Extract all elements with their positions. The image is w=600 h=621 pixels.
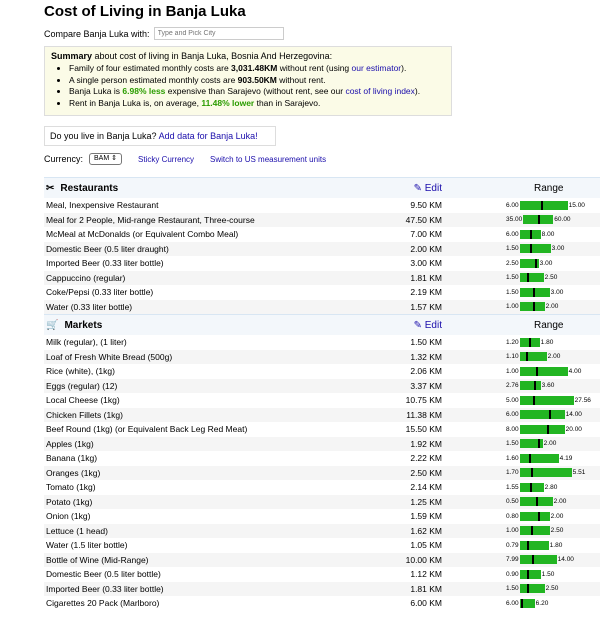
item-range (448, 256, 600, 271)
compare-label: Compare Banja Luka with: (44, 28, 150, 39)
table-row (44, 538, 600, 553)
table-row (44, 567, 600, 582)
item-range (448, 509, 600, 524)
summary-item (69, 86, 445, 98)
range-bar (520, 570, 541, 579)
table-row (44, 213, 600, 228)
item-name: Imported Beer (0.33 liter bottle) (46, 258, 164, 269)
item-range (448, 437, 600, 452)
table-row (44, 256, 600, 271)
range-high: 2.00 (543, 440, 557, 448)
range-low: 1.50 (506, 245, 519, 253)
item-range (448, 198, 600, 213)
range-marker (538, 215, 540, 224)
item-price: 10.75 KM (405, 395, 442, 406)
item-range (448, 335, 600, 350)
range-high: 27.56 (574, 396, 591, 404)
range-marker (549, 410, 551, 419)
range-marker (527, 584, 529, 593)
section-name: Restaurants (60, 182, 119, 194)
table-row (44, 393, 600, 408)
item-price: 9.50 KM (410, 200, 442, 211)
summary-item (69, 63, 445, 75)
range-bar (520, 352, 547, 361)
range-marker (536, 497, 538, 506)
item-price: 3.37 KM (366, 379, 448, 394)
item-range (448, 364, 600, 379)
summary-label: Summary (51, 51, 93, 61)
range-bar (520, 439, 543, 448)
switch-units-link[interactable]: Switch to US measurement units (210, 154, 327, 164)
range-marker (521, 599, 523, 608)
range-low: 1.50 (506, 440, 519, 448)
range-low: 1.00 (506, 367, 519, 375)
item-name: Loaf of Fresh White Bread (500g) (44, 350, 366, 365)
range-marker (533, 396, 535, 405)
summary-value: 3,031.48KM (231, 63, 278, 73)
item-range (448, 524, 600, 539)
summary-list (51, 63, 445, 109)
range-bar (520, 599, 535, 608)
range-bar (520, 288, 550, 297)
range-high: 2.50 (550, 527, 564, 535)
table-row (44, 379, 600, 394)
summary-text: without rent. (276, 74, 326, 85)
item-name: Lettuce (1 head) (44, 524, 366, 539)
item-price: 7.00 KM (410, 229, 442, 240)
range-high: 4.19 (559, 454, 573, 462)
section-title (44, 315, 366, 336)
range-marker (535, 259, 537, 268)
range-high: 2.00 (550, 512, 564, 520)
item-range (448, 408, 600, 423)
range-bar (520, 526, 550, 535)
summary-item (69, 98, 445, 110)
table-row (44, 466, 600, 481)
range-bar (520, 425, 565, 434)
summary-value: 6.98% less (122, 86, 166, 96)
chevron-updown-icon: ⇕ (111, 155, 118, 162)
item-name: Apples (1kg) (44, 437, 366, 452)
item-range (448, 422, 600, 437)
range-high: 5.51 (572, 469, 586, 477)
summary-text: ). (401, 63, 407, 73)
item-price: 47.50 KM (366, 213, 448, 228)
sticky-currency-link[interactable]: Sticky Currency (138, 154, 195, 164)
range-low: 6.00 (506, 599, 519, 607)
item-name: Imported Beer (0.33 liter bottle) (44, 582, 366, 597)
range-bar (520, 468, 572, 477)
item-price: 1.32 KM (366, 350, 448, 365)
pencil-icon: ✎ (413, 182, 425, 194)
item-range (448, 553, 600, 568)
range-high: 1.50 (541, 570, 555, 578)
item-price: 2.22 KM (410, 453, 442, 464)
live-box (44, 126, 276, 146)
range-marker (526, 352, 528, 361)
range-high: 1.80 (549, 541, 563, 549)
item-range (448, 213, 600, 228)
range-high: 2.80 (544, 483, 558, 491)
table-row (44, 227, 600, 242)
range-high: 6.20 (535, 599, 549, 607)
range-marker (533, 288, 535, 297)
compare-city-input[interactable] (154, 27, 284, 40)
item-price: 1.50 KM (410, 337, 442, 348)
edit-link[interactable] (366, 315, 448, 336)
range-high: 3.00 (550, 288, 564, 296)
item-price: 1.57 KM (366, 300, 448, 315)
range-low: 1.20 (506, 338, 519, 346)
edit-label: Edit (424, 182, 442, 194)
range-low: 8.00 (506, 425, 519, 433)
item-price: 1.59 KM (410, 511, 442, 522)
item-name: Coke/Pepsi (0.33 liter bottle) (46, 287, 154, 298)
range-high: 3.60 (541, 382, 555, 390)
table-row (44, 271, 600, 286)
range-low: 1.70 (506, 469, 519, 477)
page-title: Cost of Living in Banja Luka (44, 3, 246, 20)
range-marker (536, 367, 538, 376)
range-low: 1.50 (506, 274, 519, 282)
range-bar (520, 201, 568, 210)
item-name: Potato (1kg) (44, 495, 366, 510)
currency-label: Currency: (44, 154, 84, 164)
range-marker (538, 439, 540, 448)
summary-text: ). (414, 86, 421, 96)
range-low: 1.00 (506, 303, 519, 311)
range-marker (527, 273, 529, 282)
item-price: 1.92 KM (366, 437, 448, 452)
range-marker (547, 425, 549, 434)
item-range (448, 350, 600, 365)
range-low: 1.60 (506, 454, 519, 462)
item-price: 11.38 KM (366, 408, 448, 423)
range-bar (520, 381, 541, 390)
item-price: 2.00 KM (366, 242, 448, 257)
range-high: 2.00 (553, 498, 567, 506)
item-price: 1.62 KM (366, 524, 448, 539)
compare-row (44, 27, 284, 40)
item-range (448, 495, 600, 510)
range-low: 1.55 (506, 483, 519, 491)
item-name: Cigarettes 20 Pack (Marlboro) (46, 598, 160, 609)
range-low: 6.00 (506, 411, 519, 419)
cost-of-living-index-link[interactable]: cost of living index (345, 86, 415, 96)
item-name: Local Cheese (1kg) (46, 395, 120, 406)
pencil-icon: ✎ (413, 319, 425, 331)
edit-link[interactable] (366, 178, 448, 199)
summary-text: A single person estimated monthly costs are (69, 74, 238, 85)
item-range (448, 300, 600, 315)
range-bar (520, 396, 574, 405)
table-row (44, 198, 600, 213)
item-range (448, 480, 600, 495)
range-low: 0.79 (506, 541, 519, 549)
summary-item (69, 75, 445, 87)
table-row (44, 495, 600, 510)
item-name: Water (1.5 liter bottle) (46, 540, 128, 551)
item-range (448, 538, 600, 553)
item-range (448, 227, 600, 242)
range-marker (533, 302, 535, 311)
range-high: 2.00 (545, 303, 559, 311)
summary-text: Rent in Banja Luka is, on average, (69, 97, 202, 108)
item-name: McMeal at McDonalds (or Equivalent Combo Meal) (46, 229, 239, 240)
item-price: 1.05 KM (410, 540, 442, 551)
section-header-restaurants (44, 178, 600, 199)
range-low: 7.99 (506, 556, 519, 564)
range-high: 3.00 (539, 259, 553, 267)
range-marker (538, 512, 540, 521)
range-bar (520, 454, 559, 463)
item-range (448, 393, 600, 408)
item-range (448, 379, 600, 394)
range-low: 35.00 (506, 216, 523, 224)
item-name: Meal for 2 People, Mid-range Restaurant, Three-course (44, 213, 366, 228)
currency-value: BAM (94, 155, 110, 162)
range-low: 0.90 (506, 570, 519, 578)
range-bar (520, 244, 551, 253)
range-bar (520, 483, 544, 492)
summary-text: than in Sarajevo. (254, 97, 321, 108)
item-price: 2.50 KM (366, 466, 448, 481)
table-row (44, 242, 600, 257)
range-high: 20.00 (565, 425, 582, 433)
item-price: 2.19 KM (410, 287, 442, 298)
table-row (44, 582, 600, 597)
item-price: 15.50 KM (405, 424, 442, 435)
item-price: 10.00 KM (366, 553, 448, 568)
range-low: 1.00 (506, 527, 519, 535)
fork-knife-icon: ✂ (46, 182, 55, 194)
range-high: 2.00 (547, 353, 561, 361)
item-price: 1.81 KM (366, 271, 448, 286)
currency-row (44, 153, 326, 165)
range-bar (520, 367, 568, 376)
table-row (44, 480, 600, 495)
range-low: 1.10 (506, 353, 519, 361)
table-row (44, 422, 600, 437)
cart-icon: 🛒 (46, 319, 59, 331)
range-high: 14.00 (557, 556, 574, 564)
item-price: 3.00 KM (410, 258, 442, 269)
summary-head (51, 51, 445, 61)
range-high: 2.50 (544, 274, 558, 282)
table-row (44, 596, 600, 611)
range-header: Range (448, 178, 600, 199)
range-low: 2.76 (506, 382, 519, 390)
range-high: 8.00 (541, 230, 555, 238)
range-high: 60.00 (554, 216, 571, 224)
range-low: 1.50 (506, 585, 519, 593)
summary-text: expensive than Sarajevo (without rent, see our (165, 86, 346, 96)
item-name: Cappuccino (regular) (44, 271, 366, 286)
range-marker (529, 454, 531, 463)
table-row (44, 335, 600, 350)
table-row (44, 509, 600, 524)
item-price: 2.14 KM (410, 482, 442, 493)
summary-text: without rent (using (277, 63, 352, 73)
item-price: 1.12 KM (410, 569, 442, 580)
item-name: Water (0.33 liter bottle) (44, 300, 366, 315)
table-row (44, 364, 600, 379)
range-marker (534, 381, 536, 390)
range-low: 0.50 (506, 498, 519, 506)
range-marker (527, 570, 529, 579)
summary-value: 11.48% lower (201, 97, 255, 108)
range-bar (523, 215, 553, 224)
summary-intro: about cost of living in Banja Luka, Bosnia And Herzegovina: (92, 51, 333, 61)
range-high: 4.00 (568, 367, 582, 375)
range-bar (520, 497, 553, 506)
range-marker (530, 244, 532, 253)
summary-text: Banja Luka is (69, 86, 123, 96)
prices-table (44, 177, 600, 611)
range-low: 2.50 (506, 259, 519, 267)
section-name: Markets (64, 319, 103, 331)
item-range (448, 582, 600, 597)
item-name: Chicken Fillets (1kg) (44, 408, 366, 423)
range-marker (531, 526, 533, 535)
item-price: 6.00 KM (410, 598, 442, 609)
range-marker (527, 541, 529, 550)
item-range (448, 567, 600, 582)
item-price: 1.81 KM (366, 582, 448, 597)
item-name: Oranges (1kg) (44, 466, 366, 481)
item-name: Domestic Beer (0.5 liter draught) (44, 242, 366, 257)
section-header-markets (44, 315, 600, 336)
table-row (44, 408, 600, 423)
range-high: 1.80 (540, 338, 554, 346)
item-range (448, 285, 600, 300)
table-row (44, 451, 600, 466)
item-name: Domestic Beer (0.5 liter bottle) (46, 569, 161, 580)
edit-label: Edit (424, 319, 442, 331)
table-row (44, 300, 600, 315)
range-marker (532, 555, 534, 564)
range-bar (520, 230, 541, 239)
item-name: Bottle of Wine (Mid-Range) (44, 553, 366, 568)
range-high: 2.50 (545, 585, 559, 593)
item-name: Onion (1kg) (46, 511, 91, 522)
item-range (448, 466, 600, 481)
range-bar (520, 273, 544, 282)
table-row (44, 285, 600, 300)
section-title (44, 178, 366, 199)
summary-value: 903.50KM (237, 74, 277, 85)
item-range (448, 271, 600, 286)
table-row (44, 350, 600, 365)
item-price: 2.06 KM (410, 366, 442, 377)
range-bar (520, 555, 557, 564)
range-marker (529, 338, 531, 347)
range-low: 1.50 (506, 288, 519, 296)
item-name: Tomato (1kg) (46, 482, 96, 493)
range-marker (530, 483, 532, 492)
range-high: 15.00 (568, 201, 585, 209)
item-name: Rice (white), (1kg) (46, 366, 115, 377)
estimator-link[interactable]: our estimator (351, 63, 402, 73)
item-name: Milk (regular), (1 liter) (46, 337, 127, 348)
range-marker (541, 201, 543, 210)
item-range (448, 242, 600, 257)
range-low: 5.00 (506, 396, 519, 404)
item-name: Meal, Inexpensive Restaurant (46, 200, 159, 211)
range-low: 6.00 (506, 201, 519, 209)
item-range (448, 451, 600, 466)
range-header: Range (448, 315, 600, 336)
table-row (44, 524, 600, 539)
table-row (44, 437, 600, 452)
range-bar (520, 410, 565, 419)
range-bar (520, 302, 545, 311)
summary-text: Family of four estimated monthly costs are (69, 63, 232, 73)
range-high: 3.00 (551, 245, 565, 253)
item-price: 1.25 KM (366, 495, 448, 510)
item-name: Beef Round (1kg) (or Equivalent Back Leg Red Meat) (46, 424, 248, 435)
range-low: 6.00 (506, 230, 519, 238)
add-data-link[interactable]: Add data for Banja Luka! (158, 131, 258, 141)
item-name: Banana (1kg) (46, 453, 98, 464)
item-range (448, 596, 600, 611)
range-high: 14.00 (565, 411, 582, 419)
range-bar (520, 584, 545, 593)
range-bar (520, 512, 550, 521)
range-low: 0.80 (506, 512, 519, 520)
range-bar (520, 541, 549, 550)
range-bar (520, 338, 540, 347)
item-name: Eggs (regular) (12) (44, 379, 366, 394)
summary-box (44, 46, 452, 116)
range-marker (530, 230, 532, 239)
range-marker (531, 468, 533, 477)
live-question: Do you live in Banja Luka? (50, 131, 157, 141)
currency-select[interactable] (89, 153, 122, 165)
table-row (44, 553, 600, 568)
range-bar (520, 259, 539, 268)
